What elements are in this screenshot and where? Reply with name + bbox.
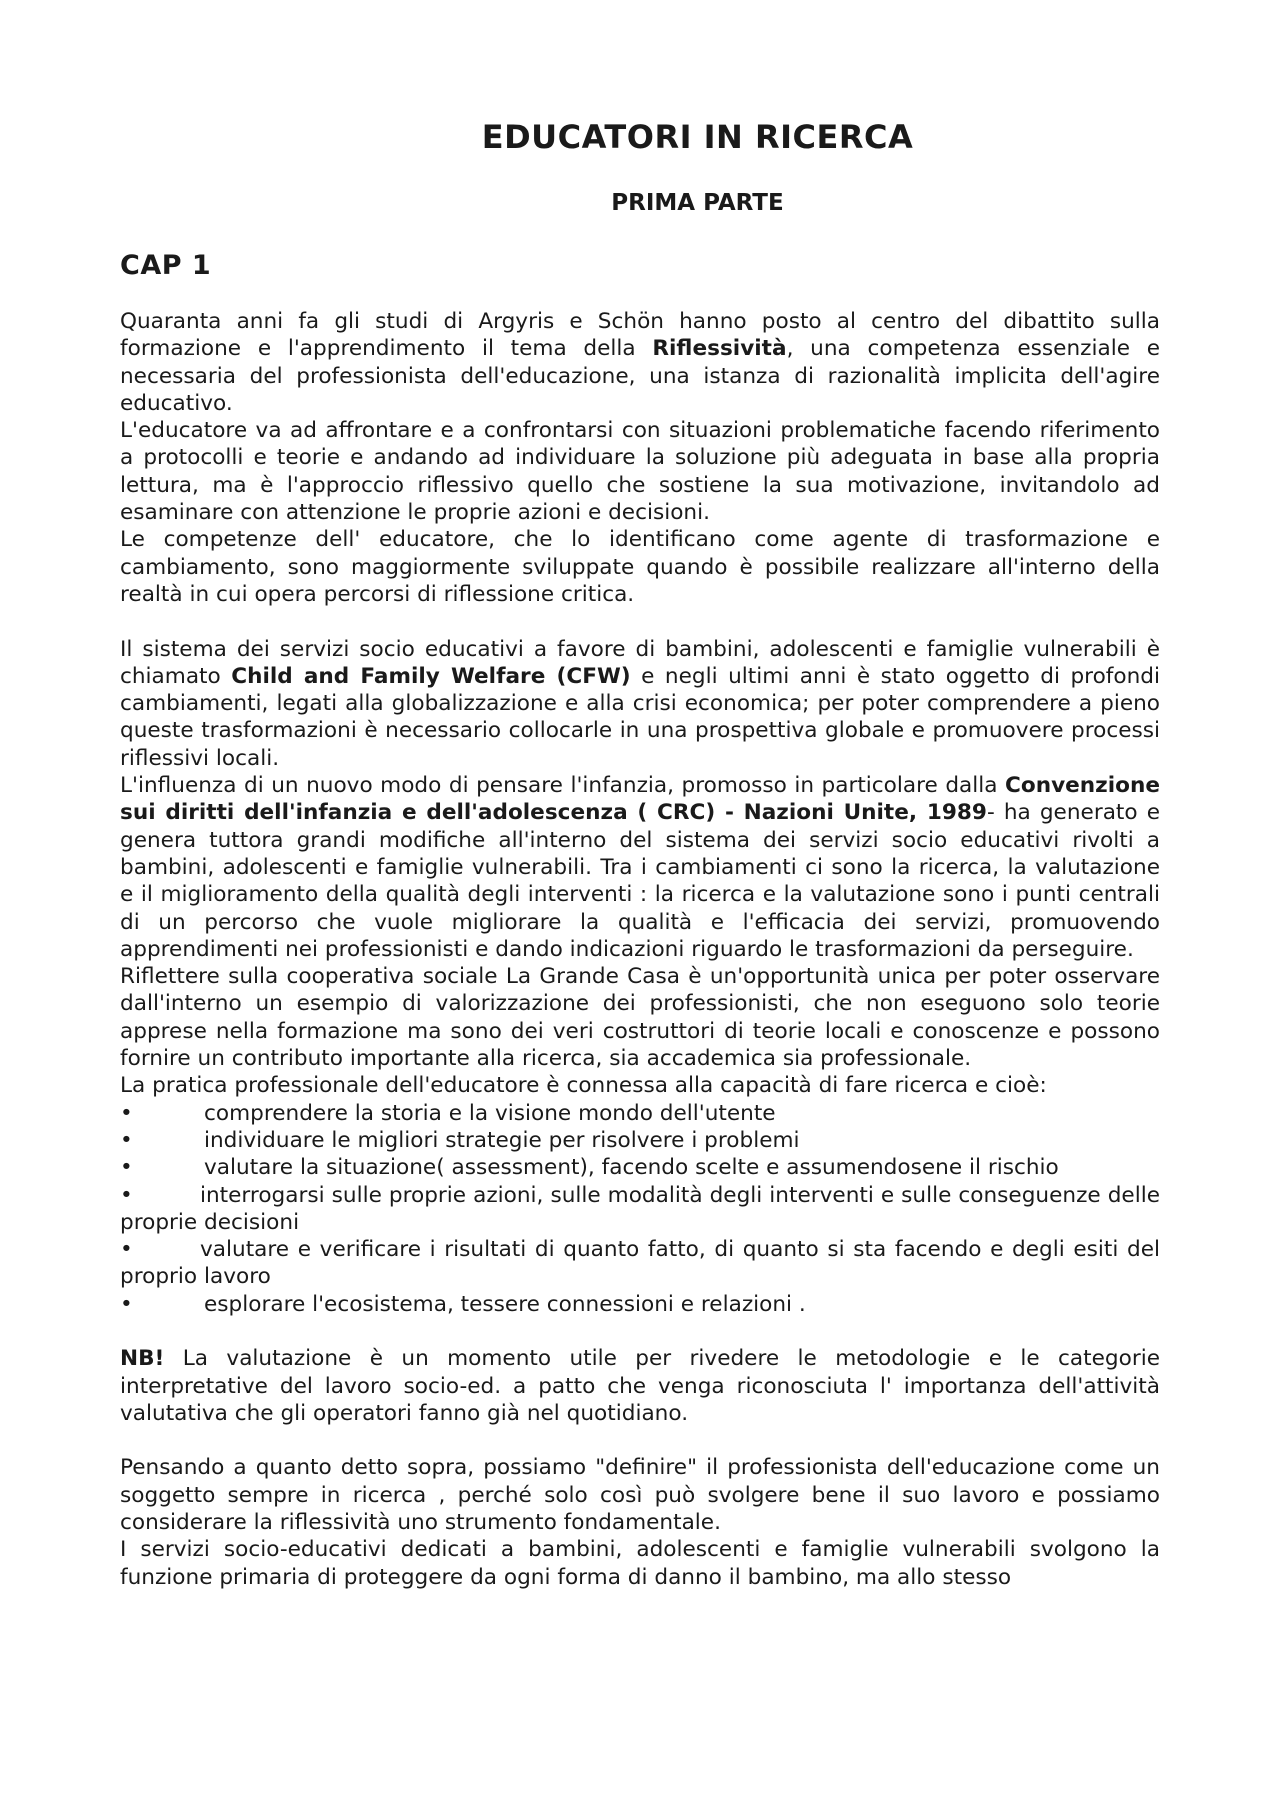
bullet-icon: • (120, 1155, 133, 1181)
list-item-text: valutare e verificare i risultati di quanto fatto, di quanto si sta facendo e degli esiti del proprio lavoro (120, 1237, 1160, 1290)
document-subtitle: PRIMA PARTE (611, 190, 784, 216)
chapter-heading: CAP 1 (120, 250, 212, 281)
paragraph-text: e negli ultimi anni è stato oggetto di profondi cambiamenti, legati alla globalizzazione e alla crisi economica; per poter comprendere a pieno queste trasformazioni è necessario collocarle in una prospettiva globale e promuovere processi riflessivi locali. (120, 663, 1160, 771)
paragraph-8: Pensando a quanto detto sopra, possiamo "definire" il professionista dell'educazione come un soggetto sempre in ricerca , perché solo così può svolgere bene il suo lavoro e possiamo considerare la riflessività uno strumento fondamentale. (120, 1455, 1160, 1536)
bullet-icon: • (120, 1182, 133, 1208)
paragraph-9: I servizi socio-educativi dedicati a bambini, adolescenti e famiglie vulnerabili svolgono la funzione primaria di proteggere da ogni forma di danno il bambino, ma allo stesso (120, 1537, 1160, 1590)
list-item (120, 1100, 1160, 1127)
list-item (120, 1154, 1160, 1181)
list-item (120, 1127, 1160, 1154)
paragraph-text: , una competenza essenziale e necessaria del professionista dell'educazione, una istanza di razionalità implicita dell'agire educativo. (120, 336, 1161, 416)
bold-term: Riflessività (652, 336, 787, 362)
note-label: NB! (120, 1346, 165, 1372)
paragraph-3: Le competenze dell' educatore, che lo identificano come agente di trasformazione e cambiamento, sono maggiormente sviluppate quando è possibile realizzare all'interno della realtà in cui opera percorsi di riflessione critica. (120, 527, 1160, 607)
list-item-text: valutare la situazione( assessment), facendo scelte e assumendosene il rischio (204, 1155, 1059, 1181)
bullet-icon: • (120, 1100, 133, 1126)
paragraph-7: La pratica professionale dell'educatore è connessa alla capacità di fare ricerca e cioè: (120, 1073, 1047, 1099)
paragraph-5 (120, 772, 1160, 963)
bullet-icon: • (120, 1291, 133, 1317)
bullet-icon: • (120, 1237, 133, 1263)
paragraph-text: La valutazione è un momento utile per rivedere le metodologie e le categorie interpretative del lavoro socio-ed. a patto che venga riconosciuta l' importanza dell'attività valutativa che gli operatori fanno già nel quotidiano. (120, 1346, 1160, 1426)
list-item (120, 1236, 1160, 1291)
document-body (120, 308, 1160, 1591)
list-item (120, 1291, 1160, 1318)
note-paragraph (120, 1345, 1160, 1427)
list-item-text: comprendere la storia e la visione mondo dell'utente (204, 1100, 776, 1126)
bullet-icon: • (120, 1127, 133, 1153)
paragraph-text: - ha generato e genera tuttora grandi modifiche all'interno del sistema dei servizi socio educativi rivolti a bambini, adolescenti e famiglie vulnerabili. Tra i cambiamenti ci sono la ricerca, la valutazione e il miglioramento della qualità degli interventi : la ricerca e la valutazione sono i punti centrali di un percorso che vuole migliorare la qualità e l'efficacia dei servizi, promuovendo apprendimenti nei professionisti e dando indicazioni riguardo le trasformazioni da perseguire. (120, 800, 1160, 962)
list-item-text: interrogarsi sulle proprie azioni, sulle modalità degli interventi e sulle conseguenze delle proprie decisioni (120, 1182, 1160, 1235)
list-item-text: individuare le migliori strategie per risolvere i problemi (204, 1127, 800, 1153)
list-item-text: esplorare l'ecosistema, tessere connessioni e relazioni . (204, 1291, 806, 1317)
paragraph-2: L'educatore va ad affrontare e a confrontarsi con situazioni problematiche facendo riferimento a protocolli e teorie e andando ad individuare la soluzione più adeguata in base alla propria lettura, ma è l'approccio riflessivo quello che sostiene la sua motivazione, invitandolo ad esaminare con attenzione le proprie azioni e decisioni. (120, 418, 1160, 526)
bold-term: Child and Family Welfare (CFW) (231, 663, 631, 689)
paragraph-text: L'influenza di un nuovo modo di pensare l'infanzia, promosso in particolare dalla (120, 773, 1006, 799)
paragraph-6: Riflettere sulla cooperativa sociale La Grande Casa è un'opportunità unica per poter osservare dall'interno un esempio di valorizzazione dei professionisti, che non eseguono solo teorie apprese nella formazione ma sono dei veri costruttori di teorie locali e conoscenze e possono fornire un contributo importante alla ricerca, sia accademica sia professionale. (120, 964, 1160, 1072)
paragraph-1 (120, 308, 1160, 417)
paragraph-text: Quaranta anni fa gli studi di Argyris e Schön hanno posto al centro del dibattito sulla formazione e l'apprendimento il tema della (120, 309, 1160, 362)
document-title: EDUCATORI IN RICERCA (481, 118, 914, 156)
paragraph-4 (120, 636, 1160, 772)
paragraph-text: Il sistema dei servizi socio educativi a favore di bambini, adolescenti e famiglie vulnerabili è chiamato (120, 636, 1160, 689)
list-item (120, 1182, 1160, 1237)
bold-term: Convenzione sui diritti dell'infanzia e dell'adolescenza ( CRC) - Nazioni Unite, 1989 (120, 773, 1160, 826)
